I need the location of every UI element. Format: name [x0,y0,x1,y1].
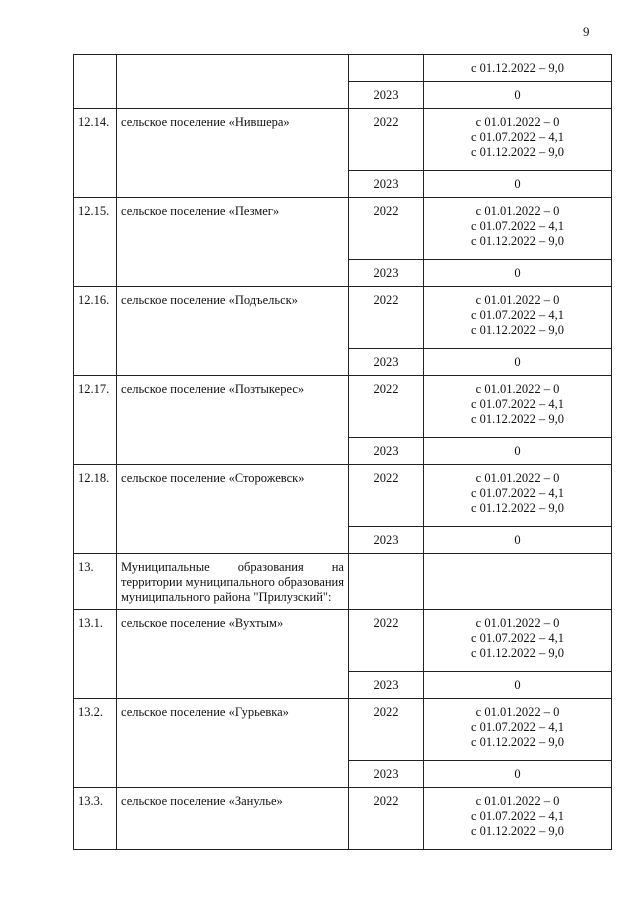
rate-value: 0 [424,761,612,788]
rate-value: 0 [424,171,612,198]
row-number: 12.15. [74,198,117,287]
rate-value: 0 [424,527,612,554]
row-year: 2022 [349,287,424,349]
row-year [349,55,424,82]
row-year: 2023 [349,438,424,465]
row-year: 2022 [349,699,424,761]
table-row [74,55,612,82]
rate-line: с 01.12.2022 – 9,0 [470,412,565,426]
row-year: 2022 [349,198,424,260]
rate-value: 0 [424,260,612,287]
rate-line: с 01.07.2022 – 4,1 [470,631,565,645]
row-name: сельское поселение «Вухтым» [117,610,349,699]
row-year: 2023 [349,260,424,287]
row-name: сельское поселение «Пезмег» [117,198,349,287]
row-year: 2023 [349,82,424,109]
row-name: сельское поселение «Занулье» [117,788,349,850]
row-year: 2023 [349,761,424,788]
rate-values [424,788,612,850]
rate-line: с 01.12.2022 – 9,0 [470,824,565,838]
rate-values [424,699,612,761]
rate-line: с 01.07.2022 – 4,1 [470,130,565,144]
rate-line: с 01.12.2022 – 9,0 [470,61,565,75]
page-number: 9 [583,24,590,39]
rate-line: с 01.01.2022 – 0 [475,616,560,630]
rate-values [424,465,612,527]
rate-line: с 01.01.2022 – 0 [475,293,560,307]
row-number: 12.17. [74,376,117,465]
table-row [74,198,612,260]
row-year: 2022 [349,109,424,171]
rate-line: с 01.01.2022 – 0 [475,705,560,719]
row-year: 2022 [349,610,424,672]
row-year: 2023 [349,527,424,554]
rate-values [424,55,612,82]
rate-value: 0 [424,672,612,699]
row-year: 2023 [349,672,424,699]
row-name [117,55,349,109]
row-number: 13.1. [74,610,117,699]
rate-line: с 01.07.2022 – 4,1 [470,397,565,411]
row-number [74,55,117,109]
rate-line: с 01.01.2022 – 0 [475,382,560,396]
rate-line: с 01.12.2022 – 9,0 [470,234,565,248]
row-year: 2023 [349,349,424,376]
rate-value: 0 [424,349,612,376]
rate-values [424,287,612,349]
row-year: 2023 [349,171,424,198]
rate-line: с 01.12.2022 – 9,0 [470,501,565,515]
rate-line: с 01.12.2022 – 9,0 [470,646,565,660]
rate-line: с 01.01.2022 – 0 [475,794,560,808]
rate-values [424,198,612,260]
row-year: 2022 [349,788,424,850]
row-year: 2022 [349,465,424,527]
row-number: 12.16. [74,287,117,376]
rate-value: 0 [424,82,612,109]
row-number: 12.18. [74,465,117,554]
group-name: Муниципальные образования на территории муниципального образования муниципального района "Прилузский": [117,554,349,610]
table-row [74,465,612,527]
row-year [349,554,424,610]
group-row [74,554,612,610]
row-name: сельское поселение «Сторожевск» [117,465,349,554]
rate-line: с 01.07.2022 – 4,1 [470,219,565,233]
table-row [74,610,612,672]
tariff-table [73,54,612,850]
row-year: 2022 [349,376,424,438]
rate-line: с 01.07.2022 – 4,1 [470,720,565,734]
rate-values [424,109,612,171]
rate-line: с 01.07.2022 – 4,1 [470,486,565,500]
rate-line: с 01.07.2022 – 4,1 [470,809,565,823]
rate-line: с 01.01.2022 – 0 [475,115,560,129]
rate-line: с 01.01.2022 – 0 [475,471,560,485]
row-number: 13. [74,554,117,610]
table-row [74,699,612,761]
table-row [74,287,612,349]
rate-line: с 01.07.2022 – 4,1 [470,308,565,322]
row-name: сельское поселение «Нившера» [117,109,349,198]
rate-line: с 01.01.2022 – 0 [475,204,560,218]
table-row [74,788,612,850]
table-row [74,109,612,171]
row-name: сельское поселение «Подъельск» [117,287,349,376]
row-number: 13.3. [74,788,117,850]
row-name: сельское поселение «Позтыкерес» [117,376,349,465]
rate-line: с 01.12.2022 – 9,0 [470,735,565,749]
rate-value [424,554,612,610]
row-number: 12.14. [74,109,117,198]
rate-value: 0 [424,438,612,465]
table-row [74,376,612,438]
rate-line: с 01.12.2022 – 9,0 [470,145,565,159]
row-number: 13.2. [74,699,117,788]
row-name: сельское поселение «Гурьевка» [117,699,349,788]
rate-values [424,376,612,438]
rate-line: с 01.12.2022 – 9,0 [470,323,565,337]
rate-values [424,610,612,672]
